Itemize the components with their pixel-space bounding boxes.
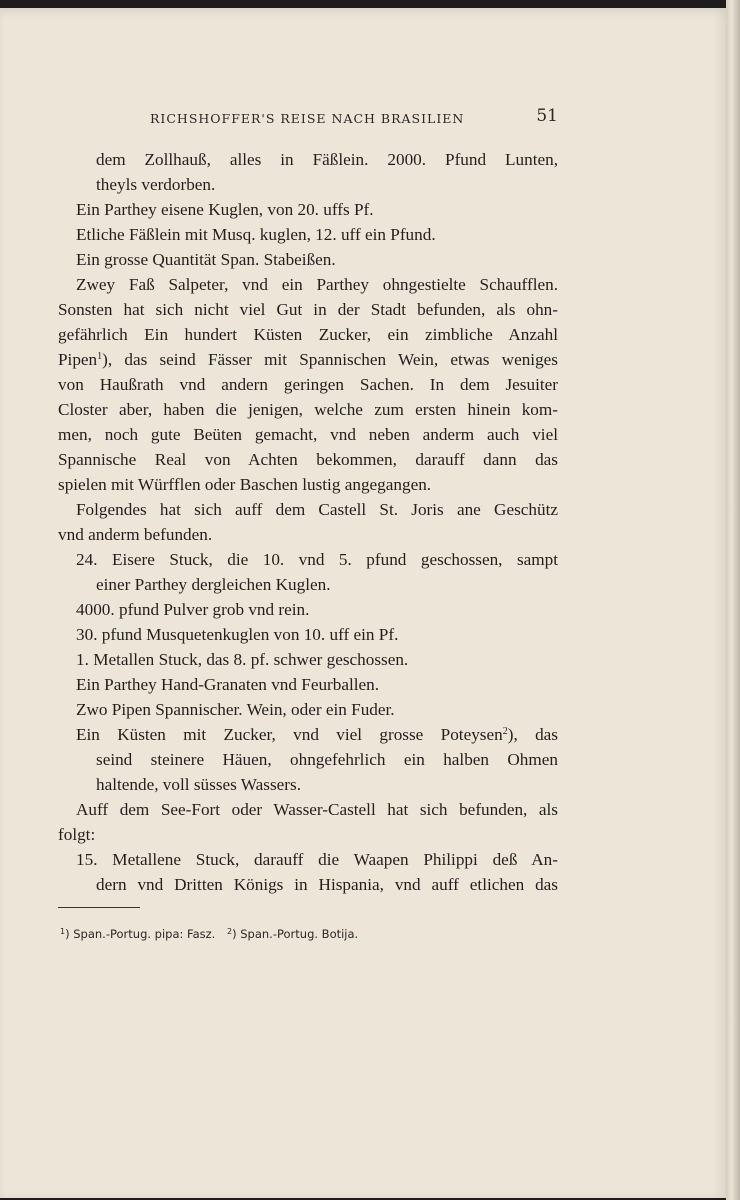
footnotes bbox=[60, 927, 560, 941]
footnote-text: ) Span.-Portug. pipa: Fasz. bbox=[65, 927, 216, 941]
page-edge bbox=[726, 0, 740, 1200]
footnote-ref: 1 bbox=[97, 351, 103, 362]
text-line: 4000. pfund Pulver grob vnd rein. bbox=[76, 600, 310, 619]
footnote-mark: 1 bbox=[60, 927, 66, 936]
text-line: Etliche Fäßlein mit Musq. kuglen, 12. uff ein Pfund. bbox=[76, 225, 436, 244]
text-line: Zwo Pipen Spannischer. Wein, oder ein Fuder. bbox=[76, 700, 395, 719]
footnote-2 bbox=[227, 927, 358, 941]
text-line: theyls verdorben. bbox=[96, 175, 216, 194]
text-line: einer Parthey dergleichen Kuglen. bbox=[96, 575, 331, 594]
text-line: Spannische Real von Achten bekommen, darauff dann das bbox=[58, 450, 558, 469]
body-text bbox=[58, 147, 558, 897]
page-header bbox=[58, 106, 558, 132]
running-title: RICHSHOFFER'S REISE NACH BRASILIEN bbox=[150, 111, 465, 126]
footnote-mark: 2 bbox=[227, 927, 233, 936]
text-line bbox=[58, 722, 558, 747]
text-line: Auff dem See-Fort oder Wasser-Castell hat sich befunden, als bbox=[76, 800, 558, 819]
footnote-ref: 2 bbox=[502, 726, 508, 737]
text-line: 15. Metallene Stuck, darauff die Waapen Philippi deß An- bbox=[76, 850, 558, 869]
text-fragment: Pipen bbox=[58, 350, 98, 369]
text-line: Folgendes hat sich auff dem Castell St. Joris ane Geschütz bbox=[76, 500, 558, 519]
text-fragment: ), das seind Fässer mit Spannischen Wein, etwas weniges bbox=[102, 350, 558, 369]
text-line: spielen mit Würfflen oder Baschen lustig angegangen. bbox=[58, 475, 432, 494]
text-line: dern vnd Dritten Königs in Hispania, vnd auff etlichen das bbox=[96, 875, 558, 894]
text-line: Ein Parthey eisene Kuglen, von 20. uffs Pf. bbox=[76, 200, 374, 219]
text-fragment: ), das bbox=[507, 725, 558, 744]
text-line: folgt: bbox=[58, 825, 96, 844]
text-line: dem Zollhauß, alles in Fäßlein. 2000. Pfund Lunten, bbox=[96, 150, 558, 169]
text-line: 24. Eisere Stuck, die 10. vnd 5. pfund geschossen, sampt bbox=[76, 550, 558, 569]
text-line: Ein grosse Quantität Span. Stabeißen. bbox=[76, 250, 336, 269]
text-line bbox=[58, 347, 558, 372]
text-line: Ein Parthey Hand-Granaten vnd Feurballen. bbox=[76, 675, 380, 694]
text-line: men, noch gute Beüten gemacht, vnd neben anderm auch viel bbox=[58, 425, 558, 444]
text-line: Sonsten hat sich nicht viel Gut in der Stadt befunden, als ohn- bbox=[58, 300, 558, 319]
text-line: Zwey Faß Salpeter, vnd ein Parthey ohngestielte Schaufflen. bbox=[76, 275, 558, 294]
footnote-1 bbox=[60, 927, 215, 941]
text-fragment: Ein Küsten mit Zucker, vnd viel grosse Poteysen bbox=[76, 725, 503, 744]
footnote-rule bbox=[58, 907, 140, 908]
text-line: seind steinere Häuen, ohngefehrlich ein halben Ohmen bbox=[96, 750, 558, 769]
text-line: 1. Metallen Stuck, das 8. pf. schwer geschossen. bbox=[76, 650, 409, 669]
text-line: von Haußrath vnd andern geringen Sachen. In dem Jesuiter bbox=[58, 375, 558, 394]
footnote-text: ) Span.-Portug. Botija. bbox=[232, 927, 359, 941]
text-line: gefährlich Ein hundert Küsten Zucker, ein zimbliche Anzahl bbox=[58, 325, 558, 344]
text-line: 30. pfund Musquetenkuglen von 10. uff ein Pf. bbox=[76, 625, 399, 644]
text-line: vnd anderm befunden. bbox=[58, 525, 213, 544]
text-line: haltende, voll süsses Wassers. bbox=[96, 775, 301, 794]
page-number: 51 bbox=[536, 106, 558, 126]
text-line: Closter aber, haben die jenigen, welche zum ersten hinein kom- bbox=[58, 400, 558, 419]
